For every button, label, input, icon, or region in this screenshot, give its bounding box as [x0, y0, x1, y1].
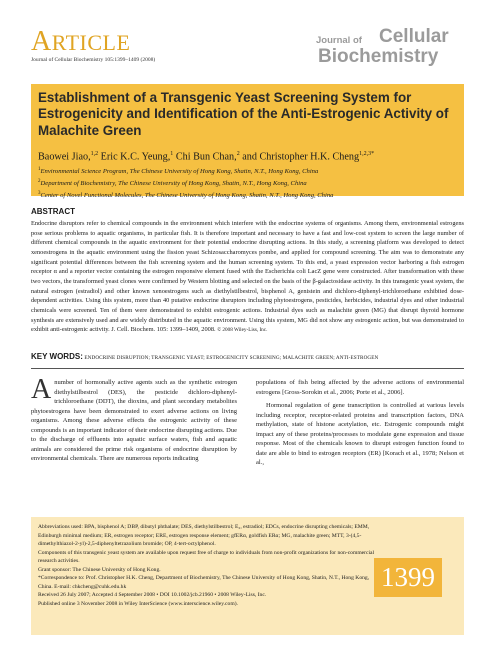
- body-paragraph: populations of fish being affected by the adverse actions of environmental estrogens [Gross-Sorokin et al., 2006; Porte et al., 2006].: [256, 379, 464, 396]
- affiliation-text: Center of Novel Functional Molecules, The Chinese University of Hong Kong, Shatin, N.T., Hong Kong, China: [40, 192, 334, 200]
- author-affiliation-marker: 1: [170, 151, 174, 157]
- page-number: 1399: [381, 562, 435, 592]
- journal-logo-cellular: Cellular: [379, 26, 449, 47]
- author-name: and Christopher H.K. Cheng: [239, 151, 360, 163]
- journal-logo-of: Journal of: [316, 35, 362, 46]
- author-list: [38, 151, 374, 162]
- footnote-grant: Grant sponsor: The Chinese University of Hong Kong.: [38, 566, 161, 573]
- affiliation-3: [38, 191, 333, 199]
- author-affiliation-marker: 1,2,3*: [359, 151, 375, 157]
- abstract-text: Endocrine disruptors refer to chemical compounds in the environment which interfere with the endocrine systems of organisms. Among them, environmental estrogens pose serious problems to aquatic organisms, in particular fish. It is therefore important and necessary to have a fast and low-cost system to screen the large number of different chemical compounds in the aquatic environment for their potential endocrine disrupting actions. In this study, a screening platform was developed to detect xenoestrogens in the aquatic environment using the fission yeast Schizosaccharomyces pombe, and applied for compound screening. The aim was to demonstrate any significant potential differences between the fish screening system and the human screening system. To this end, a yeast expression vector harboring a fish estrogen receptor α and a reporter vector containing the estrogen responsive element fused with the Escherichia coli LacZ gene were constructed. After transformation with these two vectors, the transformed yeast clones were confirmed by Western blotting and selected on the basis of the β-galactosidase activity. In this transgenic yeast system, the natural estrogen (estradiol) and other known xenoestrogens such as diethylstilbestrol, bisphenol A, genistein and dichloro-diphenyl-trichloroethane exhibited dose-dependent activities. Using this system, more than 40 putative endocrine disruptors including phytoestrogens, pesticides, herbicides, industrial dyes and other industrial chemicals were screened. Ten of them were demonstrated to exhibit estrogenic actions. Industrial dyes such as malachite green (MG) that disrupt thyroid hormone synthesis are extensively used and are widely distributed in the aquatic environment. Using this system, MG did not show any estrogenic action, but was demonstrated to exhibit anti-estrogenic activity. J. Cell. Biochem. 105: 1399–1409, 2008.: [31, 220, 464, 334]
- article-label-rest: RTICLE: [51, 30, 131, 55]
- affiliation-marker: 3: [38, 191, 41, 196]
- keywords-label: KEY WORDS:: [31, 352, 83, 361]
- author-name: Chi Bun Chan,: [173, 151, 237, 163]
- affiliation-text: Department of Biochemistry, The Chinese University of Hong Kong, Shatin, N.T., Hong Kong, China: [40, 180, 307, 188]
- drop-cap: A: [31, 374, 52, 405]
- body-column-right: [256, 378, 464, 468]
- keywords: [31, 352, 464, 361]
- author-name: Eric K.C. Yeung,: [98, 151, 171, 163]
- abstract-heading: ABSTRACT: [31, 207, 75, 216]
- journal-citation: Journal of Cellular Biochemistry 105:1399–1409 (2008): [31, 57, 156, 63]
- affiliation-1: [38, 167, 318, 175]
- footnotes: [38, 523, 375, 608]
- section-divider: [31, 368, 464, 369]
- footnote-correspondence: *Correspondence to: Prof. Christopher H.K. Cheng, Department of Biochemistry, The Chinese University of Hong Kong, Shatin, N.T., Hong Kong, China. E-mail: chkcheng@cuhk.edu.hk: [38, 575, 370, 590]
- footnote-received: Received 26 July 2007; Accepted 4 September 2008 • DOI 10.1002/jcb.21960 • 2008 Wiley-Liss, Inc.: [38, 592, 267, 599]
- author-name: Baowei Jiao,: [38, 151, 91, 163]
- affiliation-marker: 1: [38, 167, 41, 172]
- footnote-components: Components of this transgenic yeast system are available upon request free of charge to individuals from non-profit organizations for non-commercial research activities.: [38, 549, 375, 565]
- article-label: [31, 26, 130, 58]
- body-column-left: [31, 374, 237, 464]
- journal-logo-biochemistry: Biochemistry: [318, 46, 439, 67]
- author-affiliation-marker: 2: [236, 151, 240, 157]
- affiliation-marker: 2: [38, 179, 41, 184]
- affiliation-2: [38, 179, 307, 187]
- abstract-body: [31, 219, 464, 336]
- article-title: Establishment of a Transgenic Yeast Screening System for Estrogenicity and Identification of the Anti-Estrogenic Activity of Malachite Green: [38, 90, 449, 138]
- footnote-abbreviations: Abbreviations used: BPA, bisphenol A; DBP, dibutyl phthalate; DES, diethylstilbestrol; E₂, estradiol; EDCs, endocrine disrupting chemicals; EMM, Edinburgh minimal medium; ER, estrogen receptor; ERE, estrogen response element; gfERα, goldfish ERα; MG, malachite green; MTT, 3-(4,5-dimethylthiazol-2-yl)-2,5-diphenyltetrazolium bromide; OP, 4-tert-octylphenol.: [38, 524, 370, 548]
- body-paragraph: number of hormonally active agents such as the synthetic estrogen diethylstilbestrol (DES), the pesticide dichloro-diphenyl-trichloroethane (DDT), the dioxins, and plant secondary metabolites phytoestrogens have been demonstrated to exert adverse actions on living organisms. Among these adverse effects the estrogenic activity of these compounds is an important indicator of their endocrine disrupting actions. Due to the discharge of effluents into aquatic surface waters, fish and aquatic animals are considered the prime risk organisms of endocrine disruption by environmental chemicals. There are numerous reports indicating: [31, 379, 237, 463]
- author-affiliation-marker: 1,2: [90, 151, 99, 157]
- body-paragraph: Hormonal regulation of gene transcription is controlled at various levels including receptor, receptor-related proteins and transcription factors, DNA methylation, state of histone acetylation, etc. Estrogenic compounds might impact any of these proteins/processes to modulate gene expression and tissue response. Most of the chemicals known to disrupt estrogen function found to date are able to bind to estrogen receptors (ER) [Korach et al., 1978; Nelson et al.,: [256, 402, 464, 467]
- keywords-text: ENDOCRINE DISRUPTION; TRANSGENIC YEAST; ESTROGENICITY SCREENING; MALACHITE GREEN; ANTI-ESTROGEN: [84, 355, 379, 361]
- abstract-copyright: © 2008 Wiley-Liss, Inc.: [217, 327, 268, 334]
- footnote-published: Published online 3 November 2008 in Wiley InterScience (www.interscience.wiley.com).: [38, 600, 238, 607]
- affiliation-text: Environmental Science Program, The Chinese University of Hong Kong, Shatin, N.T., Hong Kong, China: [40, 168, 319, 176]
- page-number-box: [374, 558, 442, 597]
- article-label-cap: A: [31, 26, 52, 57]
